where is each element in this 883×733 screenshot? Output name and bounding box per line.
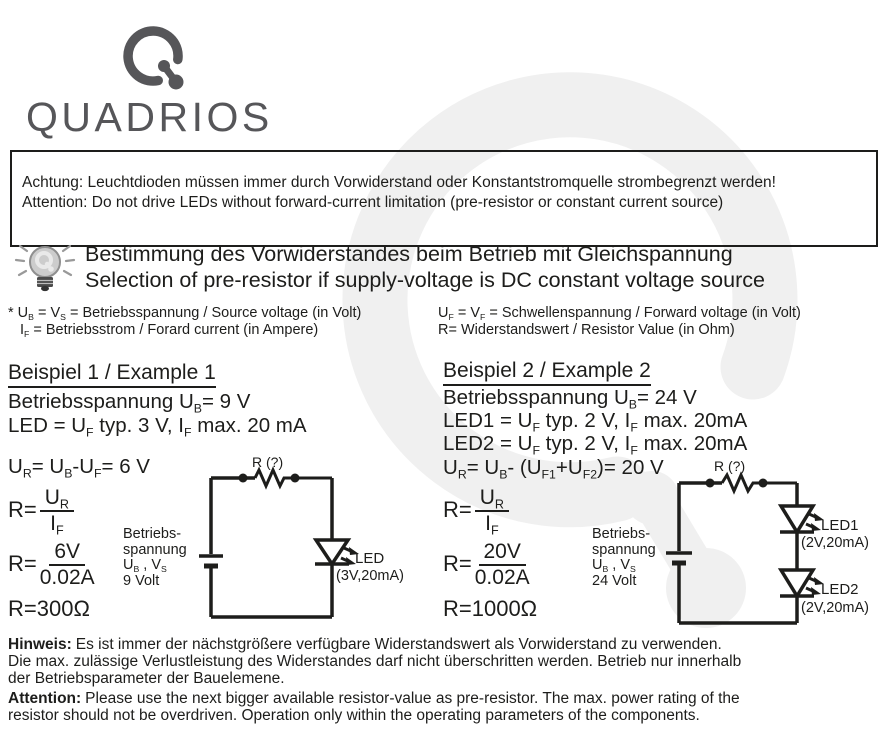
calc-denominator: 0.02A (39, 566, 95, 589)
footer-de-line3: der Betriebsparameter der Bauelemene. (8, 670, 285, 687)
example2-title: Beispiel 2 / Example 2 (443, 359, 651, 386)
example2-ur: $U_R= U_B-$ $(U_{F1}+U_{F2})= 20$ V (443, 456, 664, 482)
warning-line-en: Attention: Do not drive LEDs without forward-current limitation (pre-resistor or constant current source) (22, 194, 724, 211)
circuit2-led2-rating: (2V,20mA) (801, 600, 869, 616)
formula-lead: R= (443, 496, 472, 522)
battery-label-line: spannung (123, 541, 187, 558)
example2-led2: $LED2 = U_F$ typ. 2 V, $I_F$ max. 20mA (443, 432, 748, 458)
example1-led: LED = $U_F$ typ. 3 V, $I_F$ max. 20 mA (8, 414, 307, 440)
brand-wordmark: QUADRIOS (26, 94, 273, 140)
formula-lead: R= (8, 496, 37, 522)
circuit-1-diagram (198, 448, 438, 628)
formula-numerator: $U_R$ (40, 486, 74, 512)
example1-supply: Betriebsspannung $U_B= 9$ V (8, 390, 251, 416)
footer-en-line1 (8, 690, 740, 708)
battery-label-line: Betriebs- (592, 526, 651, 542)
warning-line-de: Achtung: Leuchtdioden müssen immer durch Vorwiderstand oder Konstantstromquelle strombegrenzt werden! (22, 174, 776, 191)
brand-q-icon (112, 20, 200, 102)
warning-box (10, 150, 878, 247)
calc-lead: R= (443, 550, 472, 576)
footer-en-line2: resistor should not be overdriven. Operation only within the operating parameters of the components. (8, 707, 700, 724)
section-title-en: Selection of pre-resistor if supply-voltage is DC constant voltage source (85, 268, 765, 292)
circuit1-led-rating: (3V,20mA) (336, 568, 404, 584)
circuit2-led1-label: LED1 (821, 517, 859, 534)
circuit1-battery-label (123, 527, 187, 589)
battery-label-line: $U_B$ , $V_S$ (592, 557, 636, 575)
definition-ub: * $U_B = V_S$ = Betriebsspannung / Source voltage (in Volt) (8, 305, 362, 323)
circuit1-led-label: LED (355, 550, 385, 567)
footer-de-line1 (8, 636, 722, 654)
example2-led1: $LED1 = U_F$ typ. 2 V, $I_F$ max. 20mA (443, 409, 748, 435)
calc-lead: R= (8, 550, 37, 576)
footer-en-label: Attention: (8, 690, 82, 707)
battery-label-line: Betriebs- (123, 526, 182, 542)
example1-ur: $U_R= U_B-U_F= 6$ V (8, 455, 150, 481)
calc-denominator: 0.02A (474, 566, 530, 589)
footer-de-line2: Die max. zulässige Verlustleistung des Widerstandes darf nicht überschritten werden. Betrieb nur innerhalb (8, 653, 742, 670)
battery-label-line: $U_B$ , $V_S$ (123, 557, 167, 575)
definition-if: $I_F$ = Betriebsstrom / Forard current (in Ampere) (20, 322, 319, 340)
example2-result: R=1000Ω (443, 596, 538, 621)
circuit1-resistor-label: R (?) (252, 454, 284, 470)
example1-calculation (8, 540, 95, 590)
definition-uf: $U_F = V_F$ = Schwellenspannung / Forward voltage (in Volt) (438, 305, 801, 323)
bulb-icon (12, 240, 78, 298)
battery-label-line: 9 Volt (123, 572, 160, 589)
circuit2-led1-rating: (2V,20mA) (801, 535, 869, 551)
footer-de-text: Es ist immer der nächstgrößere verfügbare Widerstandswert als Vorwiderstand zu verwenden. (75, 636, 722, 653)
example2-formula (443, 486, 509, 536)
battery-label-line: spannung (592, 541, 656, 558)
definition-r: R= Widerstandswert / Resistor Value (in Ohm) (438, 322, 735, 338)
circuit2-led2-label: LED2 (821, 581, 859, 598)
example2-calculation (443, 540, 530, 590)
example1-formula (8, 486, 74, 536)
example2-supply: Betriebsspannung $U_B= 24$ V (443, 386, 697, 412)
formula-denominator: $I_F$ (50, 512, 64, 538)
calc-numerator: 6V (49, 540, 85, 566)
calc-numerator: 20V (479, 540, 526, 566)
formula-numerator: $U_R$ (475, 486, 509, 512)
circuit2-battery-label (592, 527, 656, 589)
formula-denominator: $I_F$ (485, 512, 499, 538)
footer-en-text: Please use the next bigger available resistor-value as pre-resistor. The max. power rating of the (85, 690, 740, 707)
example1-title: Beispiel 1 / Example 1 (8, 361, 216, 388)
section-title-de: Bestimmung des Vorwiderstandes beim Betrieb mit Gleichspannung (85, 242, 733, 266)
example1-result: R=300Ω (8, 596, 90, 621)
circuit2-resistor-label: R (?) (714, 458, 746, 474)
battery-label-line: 24 Volt (592, 572, 637, 589)
footer-de-label: Hinweis: (8, 636, 72, 653)
